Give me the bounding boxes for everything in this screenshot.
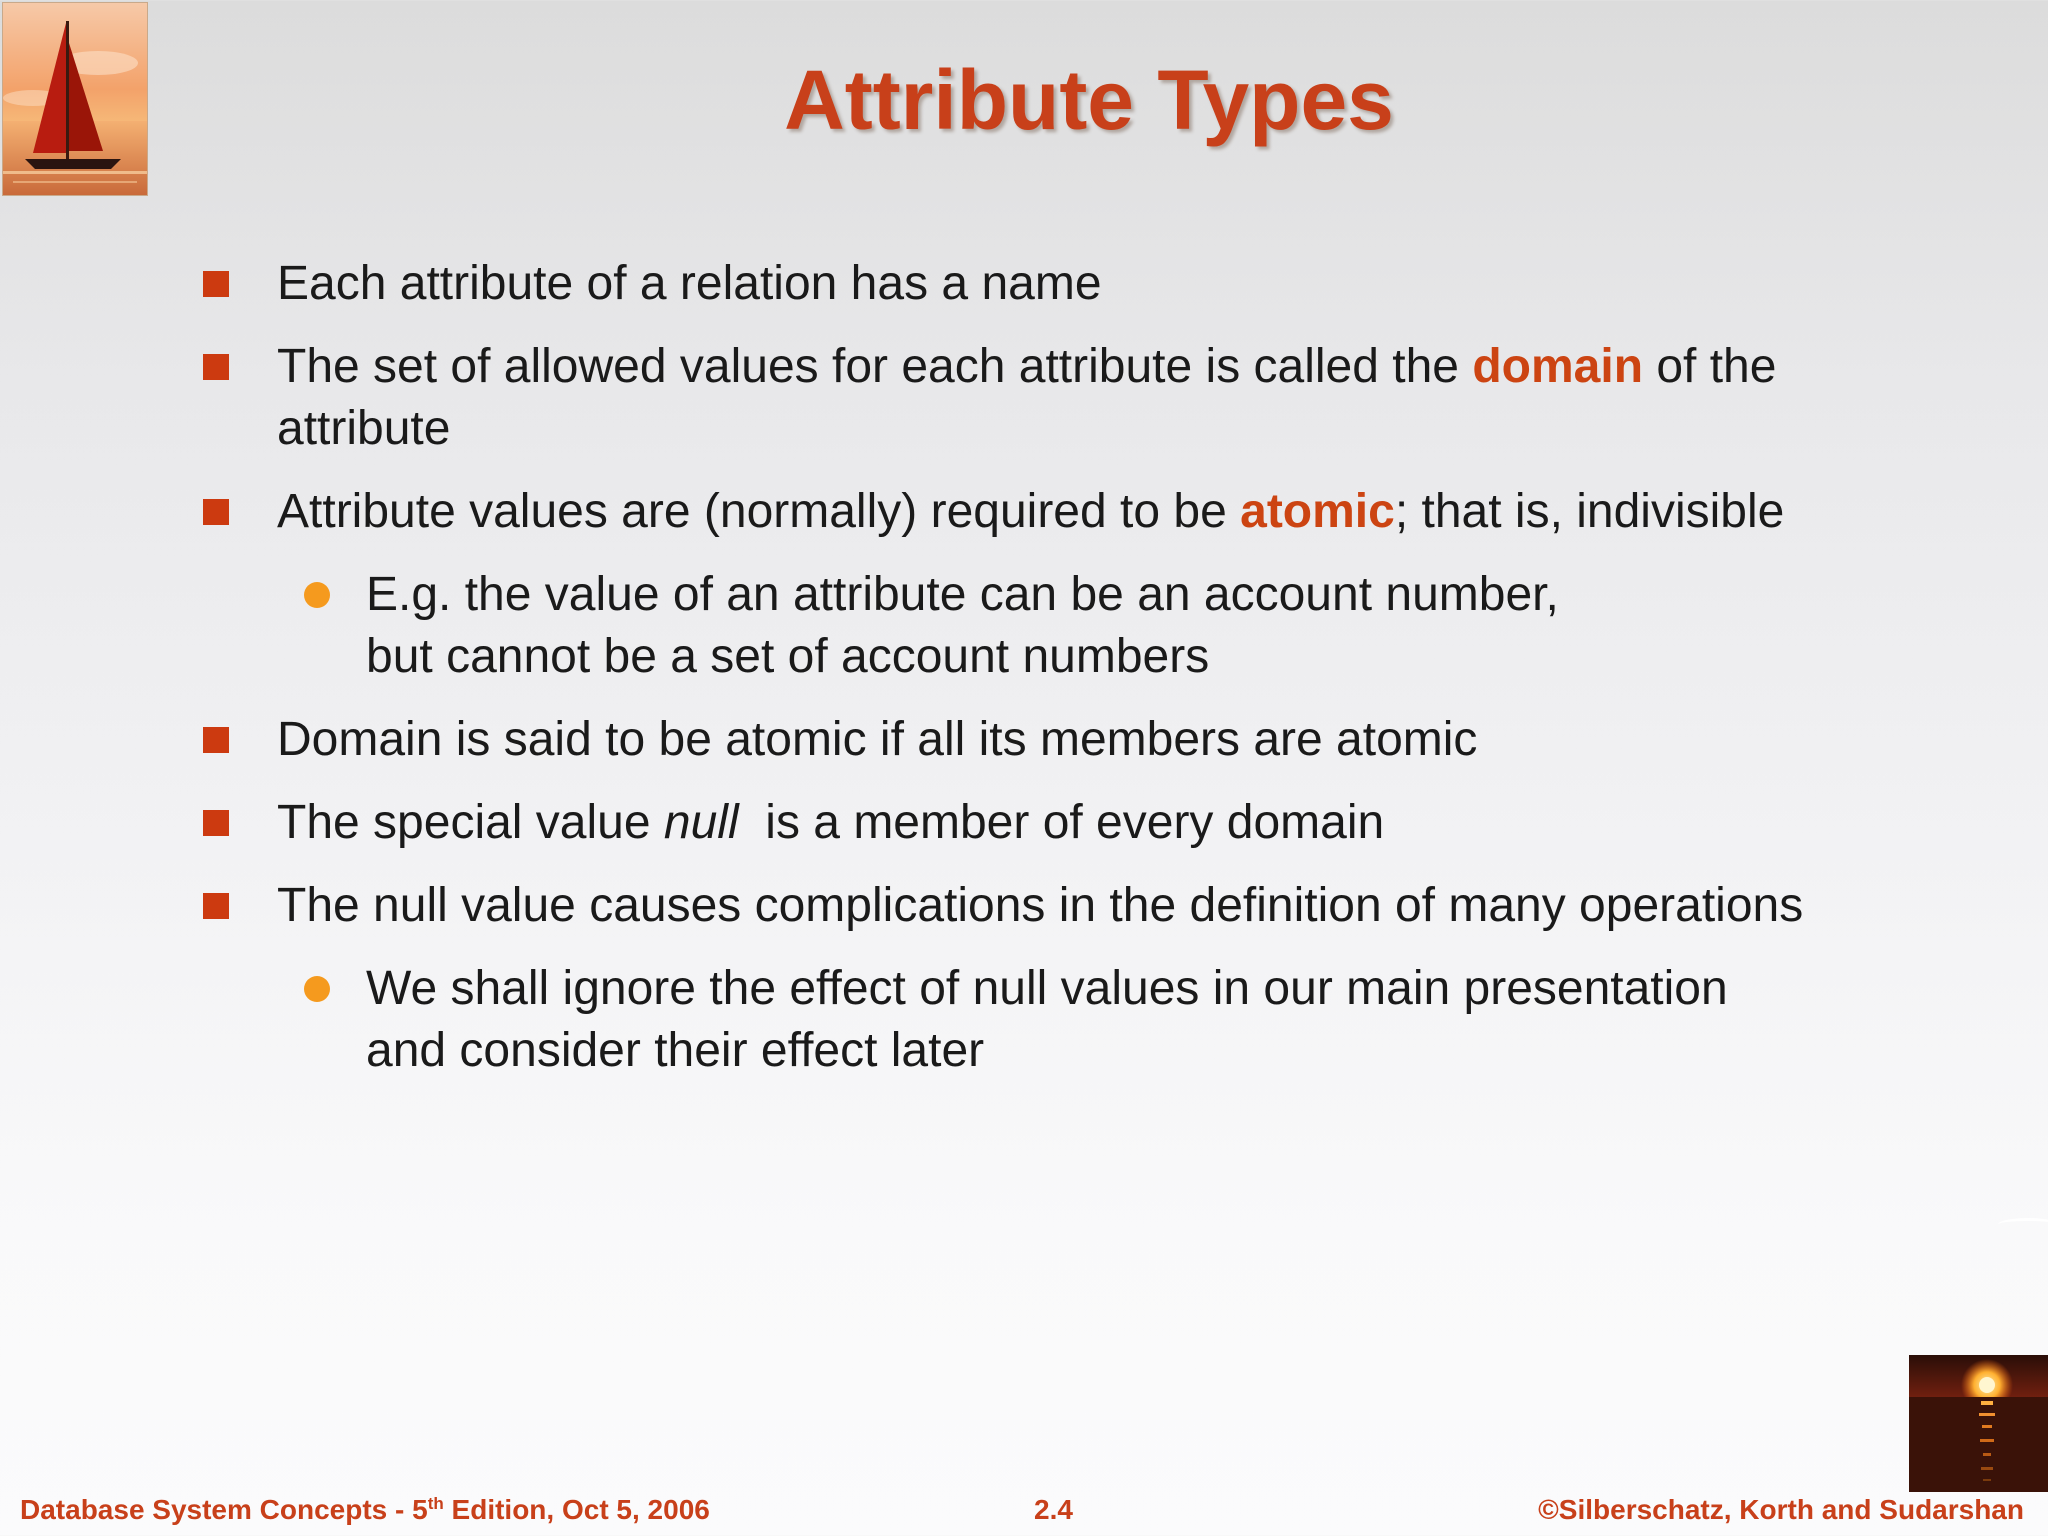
keyword-atomic: atomic (1240, 485, 1395, 538)
slide-number: 2.4 (1034, 1494, 1073, 1525)
list-item (277, 875, 1803, 937)
list-item (277, 253, 1102, 315)
decorative-arc (1998, 1218, 2048, 1231)
list-item-text: E.g. the value of an attribute can be an account number, (366, 568, 1559, 621)
footer-text: Database System Concepts - 5 (20, 1494, 428, 1525)
slide-title: Attribute Types (784, 53, 1394, 147)
square-bullet-icon (203, 499, 229, 525)
list-item-text: of the (1643, 340, 1777, 393)
list-item-text: Domain is said to be atomic if all its members are atomic (277, 713, 1478, 766)
square-bullet-icon (203, 354, 229, 380)
list-item-text: but cannot be a set of account numbers (366, 630, 1210, 683)
sub-list-item (366, 564, 1559, 688)
list-item (277, 709, 1477, 771)
list-item-text: The set of allowed values for each attribute is called the (277, 340, 1473, 393)
square-bullet-icon (203, 727, 229, 753)
list-item (277, 336, 1776, 460)
list-item-text: attribute (277, 402, 451, 455)
list-item-text: is a member of every domain (738, 796, 1385, 849)
footer-superscript: th (427, 1494, 444, 1513)
sunset-sea-icon (1909, 1355, 2048, 1492)
list-item-text: We shall ignore the effect of null values in our main presentation (366, 962, 1728, 1015)
footer-copyright: ©Silberschatz, Korth and Sudarshan (1538, 1494, 2024, 1525)
keyword-null: null (663, 796, 739, 849)
list-item (277, 792, 1384, 854)
square-bullet-icon (203, 810, 229, 836)
list-item-text: The null value causes complications in the definition of many operations (277, 879, 1804, 932)
list-item-text: Attribute values are (normally) required to be (277, 485, 1241, 538)
square-bullet-icon (203, 271, 229, 297)
list-item-text: ; that is, indivisible (1394, 485, 1785, 538)
list-item-text: and consider their effect later (366, 1024, 985, 1077)
footer-text: Edition, Oct 5, 2006 (443, 1494, 710, 1525)
footer-book-title (20, 1492, 710, 1528)
keyword-domain: domain (1472, 340, 1644, 393)
list-item-text: The special value (277, 796, 664, 849)
square-bullet-icon (203, 893, 229, 919)
dot-bullet-icon (304, 582, 330, 608)
dot-bullet-icon (304, 976, 330, 1002)
list-item (277, 481, 1784, 543)
list-item-text: Each attribute of a relation has a name (277, 257, 1102, 310)
sub-list-item (366, 958, 1728, 1082)
